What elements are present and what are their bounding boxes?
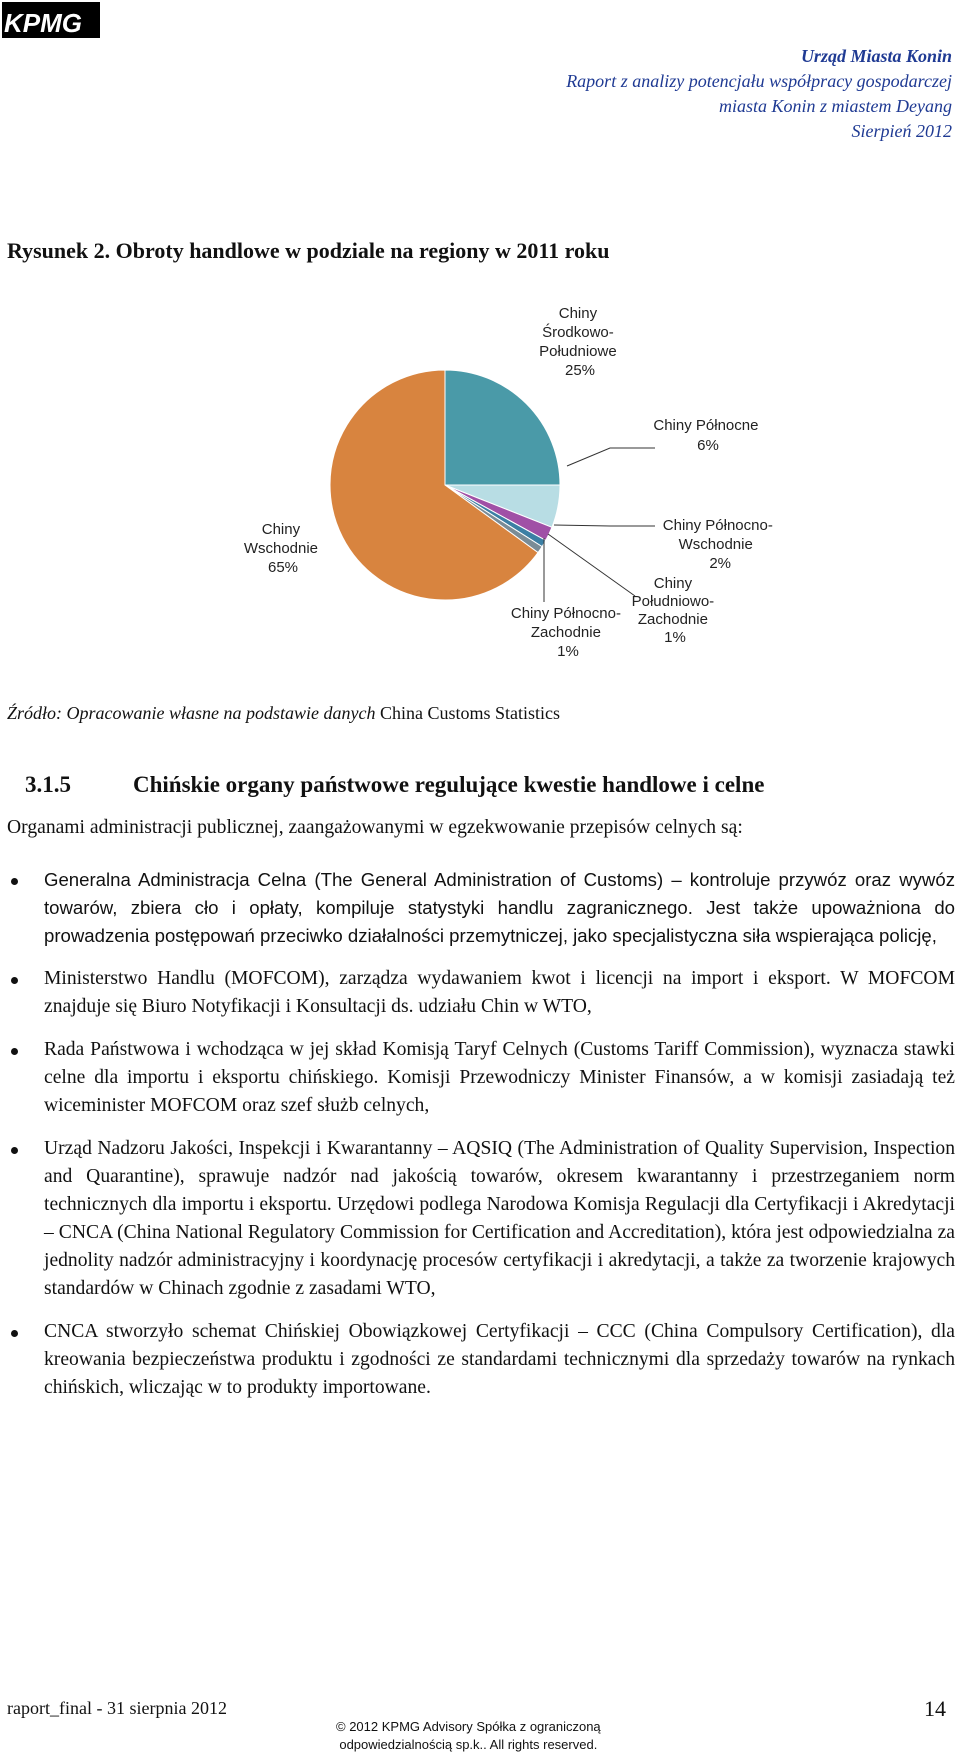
label-srodkowo-3: Południowe <box>539 343 617 360</box>
list-item <box>7 965 955 1021</box>
bullet-icon <box>11 1048 18 1055</box>
pie-slices <box>330 370 560 600</box>
label-pn-wsch-1: Chiny Północno- <box>662 517 773 534</box>
source-name: China Customs Statistics <box>379 703 561 723</box>
label-pn-zach-3: 1% <box>557 643 579 660</box>
leader-line-polnocne <box>567 448 655 466</box>
bullet-list <box>7 866 955 1417</box>
leader-lines <box>544 448 655 602</box>
label-pd-zach-4: 1% <box>664 629 686 646</box>
footer-filename: raport_final - 31 sierpnia 2012 <box>7 1698 227 1718</box>
label-pd-zach <box>632 575 719 646</box>
label-wschodnie <box>244 521 322 576</box>
label-srodkowo-1: Chiny <box>558 305 598 322</box>
label-pd-zach-3: Zachodnie <box>637 611 708 628</box>
footer-copyright-line2: odpowiedzialnością sp.k.. All rights reserved. <box>339 1737 598 1752</box>
section-title: Chińskie organy państwowe regulujące kwestie handlowe i celne <box>133 772 765 797</box>
label-pd-zach-1: Chiny <box>653 575 693 592</box>
list-item-text: Urząd Nadzoru Jakości, Inspekcji i Kwarantanny – AQSIQ (The Administration of Quality Supervision, Inspection and Quarantine), sprawuje nadzór nad jakością towarów, okresem kwarantanny i przestrzeganiem norm technicznych dla importu i eksportu. Urzędowi podlega Narodowa Komisja Regulacji dla Certyfikacji i Akredytacji – CNCA (China National Regulatory Commission for Certification and Accreditation), która jest odpowiedzialna za jednolity nadzór administracyjny i koordynację procesów certyfikacji i akredytacji, a także za tworzenie krajowych standardów w Chinach zgodnie z zasadami WTO, <box>44 1138 955 1299</box>
label-polnocne-2: 6% <box>697 437 719 454</box>
list-item <box>7 1135 955 1303</box>
label-pn-wsch-2: Wschodnie <box>678 536 753 553</box>
section-number: 3.1.5 <box>25 772 71 797</box>
label-pn-zach <box>511 605 625 660</box>
label-pn-zach-1: Chiny Północno- <box>510 605 621 622</box>
list-item-text: Ministerstwo Handlu (MOFCOM), zarządza wydawaniem kwot i licencji na import i eksport. W MOFCOM znajduje się Biuro Notyfikacji i Konsultacji ds. udziału Chin w WTO, <box>44 968 955 1017</box>
pie-slice-0 <box>445 370 560 485</box>
list-item <box>7 1036 955 1120</box>
header-date: Sierpień 2012 <box>851 121 952 141</box>
source-prefix: Źródło: Opracowanie własne na podstawie danych <box>7 703 376 723</box>
label-wschodnie-2: Wschodnie <box>243 540 319 557</box>
label-polnocne-1: Chiny Północne <box>653 417 759 434</box>
label-wschodnie-3: 65% <box>267 559 299 576</box>
intro-paragraph: Organami administracji publicznej, zaangażowanymi w egzekwowanie przepisów celnych są: <box>7 817 743 838</box>
header-subtitle-line2: miasta Konin z miastem Deyang <box>719 96 952 116</box>
label-polnocne <box>653 417 762 454</box>
leader-line-pn-wsch <box>554 525 655 526</box>
label-pn-wsch <box>663 517 777 572</box>
bullet-icon <box>11 1330 18 1337</box>
figure-source <box>7 703 560 724</box>
page-number: 14 <box>924 1696 946 1721</box>
label-srodkowo <box>539 305 621 379</box>
pie-chart <box>0 300 960 680</box>
label-pd-zach-2: Południowo- <box>631 593 715 610</box>
document-header <box>566 44 952 144</box>
leader-line-pd-zach <box>548 534 635 596</box>
footer-copyright <box>336 1718 601 1754</box>
header-subtitle-line1: Raport z analizy potencjału współpracy gospodarczej <box>566 71 952 91</box>
list-item-text: CNCA stworzyło schemat Chińskiej Obowiązkowej Certyfikacji – CCC (China Compulsory Certification), dla kreowania bezpieczeństwa produktu i zgodności ze standardami technicznymi dla sprzedaży towarów na rynkach chińskich, wliczając w to produkty importowane. <box>44 1321 955 1398</box>
list-item-text: Generalna Administracja Celna (The General Administration of Customs) – kontroluje przywóz oraz wywóz towarów, zbiera cło i opłaty, kompiluje statystyki handlu zagranicznego. Jest także upoważniona do prowadzenia postępowań przeciwko działalności przemytniczej, jako specjalistyczna siła wspierająca policję, <box>44 869 955 946</box>
label-srodkowo-4: 25% <box>564 362 596 379</box>
bullet-icon <box>11 977 18 984</box>
list-item <box>7 1318 955 1402</box>
bullet-icon <box>11 878 18 885</box>
footer-copyright-line1: © 2012 KPMG Advisory Spółka z ograniczoną <box>336 1719 601 1734</box>
list-item-text: Rada Państwowa i wchodząca w jej skład Komisją Taryf Celnych (Customs Tariff Commission), wyznacza stawki celne dla importu i eksportu chińskiego. Komisji Przewodniczy Minister Finansów, a w komisji zasiadają też wiceminister MOFCOM oraz szef służb celnych, <box>44 1039 955 1116</box>
label-pn-wsch-3: 2% <box>709 555 731 572</box>
header-title: Urząd Miasta Konin <box>800 46 952 66</box>
figure-title: Rysunek 2. Obroty handlowe w podziale na regiony w 2011 roku <box>7 238 610 263</box>
label-wschodnie-1: Chiny <box>261 521 301 538</box>
list-item <box>7 866 955 950</box>
label-pn-zach-2: Zachodnie <box>530 624 601 641</box>
section-heading <box>25 772 764 798</box>
label-srodkowo-2: Środkowo- <box>542 324 614 341</box>
kpmg-logo-text: KPMG <box>4 8 82 38</box>
kpmg-logo <box>2 2 100 38</box>
bullet-icon <box>11 1147 18 1154</box>
